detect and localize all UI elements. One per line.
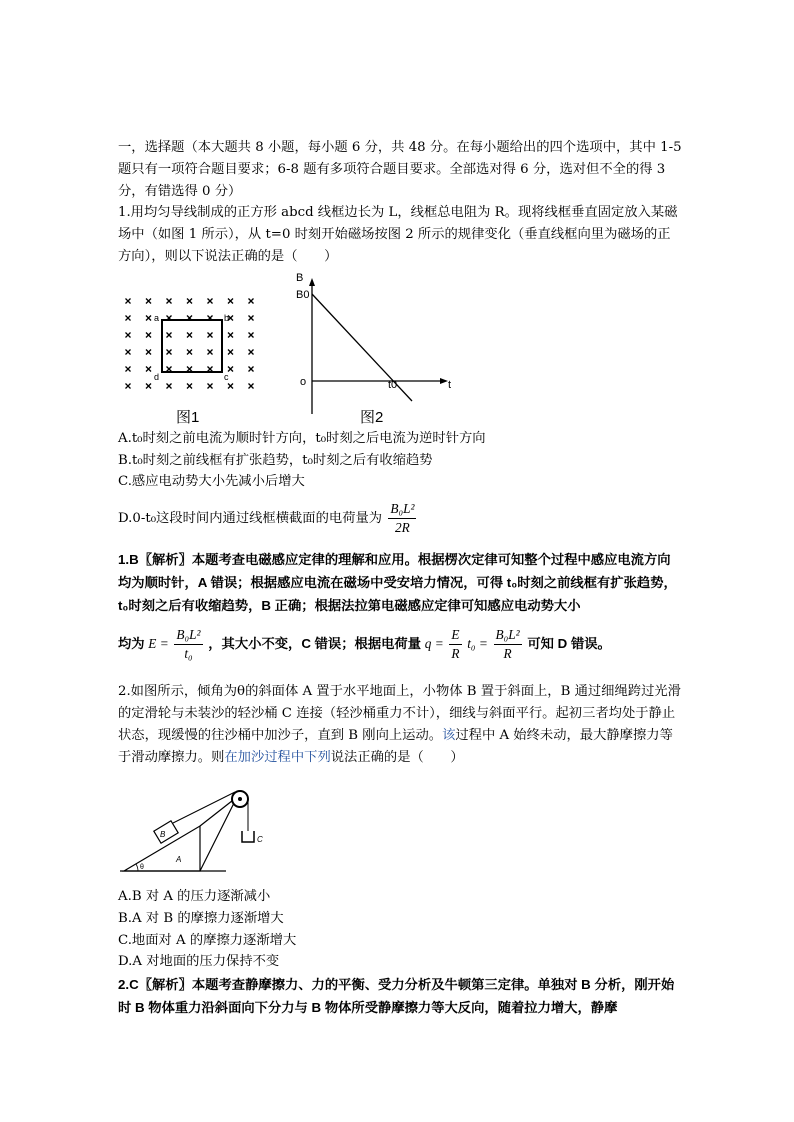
q2-option-b: B.A 对 B 的摩擦力逐渐增大 bbox=[118, 911, 284, 926]
field-cross-mark bbox=[146, 384, 151, 389]
field-cross-mark bbox=[146, 333, 151, 338]
label-t: t bbox=[448, 379, 452, 391]
answer-q-fraction-2 bbox=[494, 626, 522, 663]
field-cross-mark bbox=[187, 350, 192, 355]
q1-answer-formula-line bbox=[118, 622, 683, 666]
figure-2-b-t-graph bbox=[290, 264, 465, 425]
field-cross-mark bbox=[126, 384, 131, 389]
answer-e-label: E = bbox=[148, 636, 169, 651]
field-cross-mark bbox=[249, 350, 254, 355]
abcd-frame bbox=[162, 320, 222, 372]
field-cross-mark bbox=[187, 333, 192, 338]
q1-option-d-numerator: B₀L² bbox=[388, 500, 416, 519]
figure-1-magnetic-field bbox=[118, 290, 278, 425]
answer-q-label: q = bbox=[424, 636, 444, 651]
field-cross-mark bbox=[126, 299, 131, 304]
field-cross-mark bbox=[208, 299, 213, 304]
answer-line2-suffix: 可知 D 错误。 bbox=[527, 636, 611, 651]
question-2-stem bbox=[118, 681, 683, 769]
q2-stem-part3: 说法正确的是（ ） bbox=[330, 750, 464, 765]
label-b: b bbox=[224, 313, 230, 323]
field-cross-mark bbox=[249, 299, 254, 304]
field-cross-mark bbox=[126, 350, 131, 355]
figure-1-caption: 图1 bbox=[176, 409, 200, 425]
answer-q-numerator-2: B₀L² bbox=[494, 626, 522, 645]
q1-option-d bbox=[118, 499, 683, 539]
q2-stem-part1: 2.如图所示，倾角为θ的斜面体 A 置于水平地面上，小物体 B 置于斜面上，B 通过细绳跨过光滑的定滑轮与未装沙的轻沙桶 C 连接（轻沙桶重力不计），细线与斜面平行。起初三者均处于静止状态，现缓慢的往沙桶中加沙子，直到 B 刚向上运动。 bbox=[118, 684, 681, 743]
answer-q-denominator-2: R bbox=[503, 645, 512, 661]
answer-e-fraction bbox=[174, 626, 202, 663]
field-cross-mark bbox=[167, 384, 172, 389]
field-cross-mark bbox=[126, 333, 131, 338]
field-cross-mark bbox=[146, 316, 151, 321]
answer-q-mid: t₀ = bbox=[467, 636, 488, 651]
label-t0: t0 bbox=[388, 379, 398, 391]
field-cross-mark bbox=[167, 333, 172, 338]
q1-option-d-text: D.0-t₀这段时间内通过线框横截面的电荷量为 bbox=[118, 511, 383, 526]
figure-incline-pulley bbox=[118, 784, 278, 876]
label-origin: o bbox=[300, 376, 307, 388]
pulley-axle bbox=[238, 797, 242, 801]
theta-arc bbox=[136, 864, 138, 871]
block-b bbox=[154, 821, 178, 843]
answer-e-denominator: t₀ bbox=[184, 645, 193, 661]
field-cross-mark bbox=[228, 299, 233, 304]
field-cross-mark bbox=[228, 384, 233, 389]
field-cross-mark bbox=[249, 384, 254, 389]
label-theta: θ bbox=[140, 864, 144, 871]
q1-option-c: C.感应电动势大小先减小后增大 bbox=[118, 474, 305, 489]
field-cross-mark bbox=[146, 367, 151, 372]
field-cross-mark bbox=[167, 299, 172, 304]
label-a: a bbox=[154, 313, 160, 323]
q2-answer-text: 2.C〖解析〗本题考查静摩擦力、力的平衡、受力分析及牛顿第三定律。单独对 B 分析，刚开始时 B 物体重力沿斜面向下分力与 B 物体所受静摩擦力等大反向，随着拉力增大，静摩 bbox=[118, 977, 675, 1015]
field-cross-mark bbox=[208, 350, 213, 355]
field-cross-mark bbox=[167, 350, 172, 355]
q2-option-c: C.地面对 A 的摩擦力逐渐增大 bbox=[118, 933, 297, 948]
field-cross-mark bbox=[126, 316, 131, 321]
label-B0: B0 bbox=[296, 289, 310, 301]
field-cross-mark bbox=[146, 350, 151, 355]
figure-2-caption: 图2 bbox=[360, 409, 384, 425]
bucket-c bbox=[242, 831, 254, 842]
answer-q-fraction-1 bbox=[449, 626, 461, 663]
field-cross-mark bbox=[187, 367, 192, 372]
question-1-stem: 1.用均匀导线制成的正方形 abcd 线框边长为 L，线框总电阻为 R。现将线框垂直固定放入某磁场中（如图 1 所示），从 t=0 时刻开始磁场按图 2 所示的规律变化（垂直线框向里为磁场的正方向），则以下说法正确的是（ ） bbox=[118, 205, 678, 264]
section-header: 一，选择题（本大题共 8 小题，每小题 6 分，共 48 分。在每小题给出的四个选项中，其中 1-5 题只有一项符合题目要求；6-8 题有多项符合题目要求。全部选对得 6 分，选对但不全的得 3 分，有错选得 0 分） bbox=[118, 140, 682, 199]
q2-option-d: D.A 对地面的压力保持不变 bbox=[118, 954, 280, 969]
b-axis-arrow bbox=[309, 278, 315, 286]
answer-line2-prefix: 均为 bbox=[118, 636, 145, 651]
field-cross-mark bbox=[146, 299, 151, 304]
q2-stem-blue2: 在加沙过程中下列 bbox=[224, 750, 331, 765]
label-c: c bbox=[224, 372, 229, 382]
pulley-post-left bbox=[200, 797, 237, 871]
field-cross-mark bbox=[126, 367, 131, 372]
field-cross-mark bbox=[228, 350, 233, 355]
field-cross-mark bbox=[249, 367, 254, 372]
q2-stem-part2: 过程中 A 始终未动，最大静摩擦力等于滑动摩擦力。则 bbox=[118, 728, 673, 765]
q1-option-d-fraction bbox=[388, 500, 416, 537]
field-cross-mark bbox=[249, 316, 254, 321]
q1-option-d-denominator: 2R bbox=[395, 520, 410, 535]
q1-option-a: A.t₀时刻之前电流为顺时针方向，t₀时刻之后电流为逆时针方向 bbox=[118, 431, 486, 446]
t-axis-arrow bbox=[440, 378, 448, 384]
field-cross-mark bbox=[208, 367, 213, 372]
q2-option-a: A.B 对 A 的压力逐渐减小 bbox=[118, 889, 271, 904]
field-cross-mark bbox=[228, 367, 233, 372]
field-cross-mark bbox=[228, 333, 233, 338]
answer-q-denominator-1: R bbox=[451, 645, 460, 661]
label-C-bucket: C bbox=[257, 835, 263, 844]
label-B-block: B bbox=[160, 830, 166, 839]
field-cross-mark bbox=[249, 333, 254, 338]
field-cross-mark bbox=[208, 384, 213, 389]
q1-answer-text: 1.B〖解析〗本题考查电磁感应定律的理解和应用。根据楞次定律可知整个过程中感应电流方向均为顺时针，A 错误；根据感应电流在磁场中受安培力情况，可得 t₀时刻之前线框有扩张趋势，t₀时刻之后有收缩趋势，B 正确；根据法拉第电磁感应定律可知感应电动势大小 bbox=[118, 552, 677, 613]
answer-q-numerator-1: E bbox=[449, 626, 461, 645]
q1-option-b: B.t₀时刻之前线框有扩张趋势，t₀时刻之后有收缩趋势 bbox=[118, 453, 433, 468]
answer-e-numerator: B₀L² bbox=[174, 626, 202, 645]
label-A-incline: A bbox=[176, 855, 182, 864]
field-cross-mark bbox=[167, 367, 172, 372]
answer-line2-mid: ，其大小不变，C 错误；根据电荷量 bbox=[208, 636, 422, 651]
field-cross-mark bbox=[187, 299, 192, 304]
field-cross-mark bbox=[187, 384, 192, 389]
q2-stem-blue1: 该 bbox=[442, 728, 456, 743]
field-cross-mark bbox=[208, 333, 213, 338]
label-d: d bbox=[154, 372, 160, 382]
label-B: B bbox=[296, 272, 304, 284]
